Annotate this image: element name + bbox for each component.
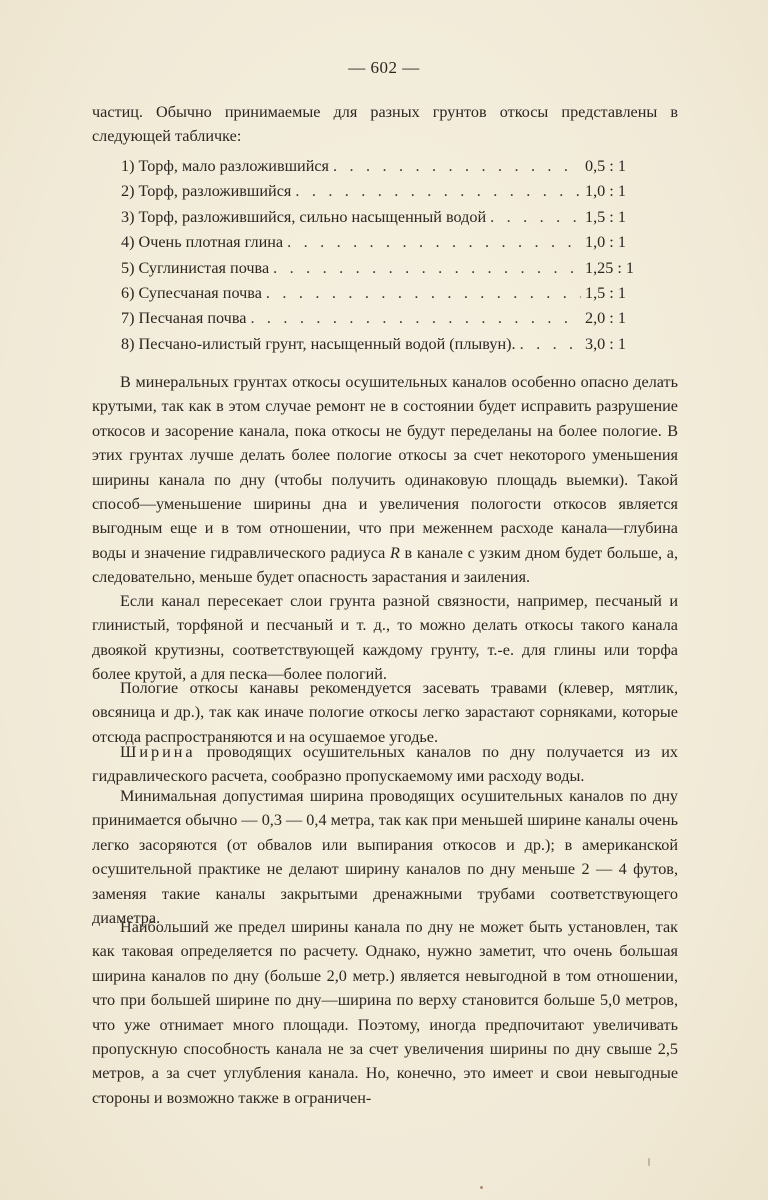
row-label: 6) Супесчаная почва	[121, 283, 262, 302]
row-label: 4) Очень плотная глина	[121, 233, 284, 252]
leader-dots	[273, 259, 581, 278]
leader-dots	[490, 208, 581, 227]
row-ratio: 3,0 : 1	[585, 334, 626, 353]
paragraph-maximum-width: Наибольший же предел ширины канала по дну не может быть установлен, так как таковая определяется по расчету. Однако, нужно заметит, что очень большая ширина каналов по дну (больше 2,0 метр.) является невыгодной в том отношении, что при большей ширине по дну—ширина по верху становится больше 5,0 метров, что уже отнимает много площади. Поэтому, иногда предпочитают увеличивать пропускную способность канала не за счет увеличения ширины по дну свыше 2,5 метров, а за счет углубления канала. Но, конечно, это имеет и свои невыгодные стороны и возможно также в ограничен-	[92, 918, 678, 1107]
row-ratio: 2,0 : 1	[585, 309, 626, 328]
row-label: 1) Торф, мало разложившийся	[121, 157, 330, 175]
row-ratio: 1,0 : 1	[585, 233, 626, 252]
leader-dots	[287, 233, 581, 252]
paragraph-text: В минеральных грунтах откосы осушительных каналов особенно опасно делать крутыми, так как в этом случае ремонт не в состоянии будет исправить разрушение откосов и засорение канала, пока откосы не будут переделаны на более пологие. В этих грунтах лучше делать более пологие откосы за счет некоторого уменьшения ширины канала по дну (чтобы получить одинаковую площадь выемки). Такой способ—уменьшение ширины дна и увеличения пологости откосов является выгодным еще и в том отношении, что при меженнем расходе канала—глубина воды и значение гидравлического радиуса	[92, 373, 678, 562]
table-row	[121, 335, 643, 360]
paper-speck	[648, 1158, 650, 1166]
row-ratio: 1,5 : 1	[585, 283, 626, 302]
leader-dots	[520, 335, 581, 354]
slope-table	[121, 157, 643, 360]
row-ratio: 0,5 : 1	[585, 157, 626, 175]
table-row	[121, 284, 643, 309]
row-ratio: 1,25 : 1	[585, 258, 635, 277]
row-label: 2) Торф, разложившийся	[121, 182, 292, 201]
leader-dots	[266, 284, 581, 303]
table-row	[121, 259, 643, 284]
paragraph-grass-seeding: Пологие откосы канавы рекомендуется засевать травами (клевер, мятлик, овсяница и др.), так как иначе пологие откосы легко зарастают сорняками, которые отсюда распространяются и на осушаемое угодье.	[92, 679, 678, 746]
paragraph-width	[92, 740, 678, 789]
row-label: 7) Песчаная почва	[121, 309, 247, 328]
paragraph-text: в канале с узким дном будет больше, а, следовательно, меньше будет опасность зарастания и заиления.	[92, 543, 679, 587]
table-row	[121, 157, 643, 182]
table-row	[121, 208, 643, 233]
paragraph-text: проводящих осушительных каналов по дну получается из их гидравлического расчета, сообразно пропускаемому ими расходу воды.	[92, 743, 678, 786]
paragraph-mineral-soils	[92, 370, 678, 590]
paper-speck	[480, 1186, 483, 1189]
page-number: — 602 —	[348, 58, 420, 77]
paragraph-mixed-layers: Если канал пересекает слои грунта разной связности, например, песчаный и глинистый, торфяной и песчаный и т. д., то можно делать откосы такого канала двоякой крутизны, соответствующей каждому грунту, т.-е. для глины или торфа более крутой, а для песка—более пологий.	[92, 592, 678, 684]
leader-dots	[295, 182, 581, 201]
spaced-term: Ширина	[120, 743, 196, 761]
radius-symbol: R	[389, 543, 400, 562]
row-label: 5) Суглинистая почва	[121, 258, 270, 277]
paragraph-minimum-width: Минимальная допустимая ширина проводящих осушительных каналов по дну принимается обычно — 0,3 — 0,4 метра, так как при меньшей ширине каналы очень легко засоряются (от обвалов или выпирания откосов и др.); в американской осушительной практике не делают ширину каналов по дну меньше 2 — 4 футов, заменяя такие каналы закрытыми дренажными трубами соответствующего диаметра.	[92, 787, 678, 928]
leader-dots	[333, 157, 581, 176]
row-ratio: 1,5 : 1	[585, 207, 626, 226]
intro-text: частиц. Обычно принимаемые для разных грунтов откосы представлены в следующей табличке:	[92, 103, 678, 146]
row-ratio: 1,0 : 1	[585, 182, 626, 201]
table-row	[121, 182, 643, 207]
row-label: 8) Песчано-илистый грунт, насыщенный водой (плывун).	[121, 334, 516, 353]
row-label: 3) Торф, разложившийся, сильно насыщенный водой	[121, 207, 487, 226]
leader-dots	[250, 309, 581, 328]
table-row	[121, 309, 643, 334]
table-row	[121, 233, 643, 258]
